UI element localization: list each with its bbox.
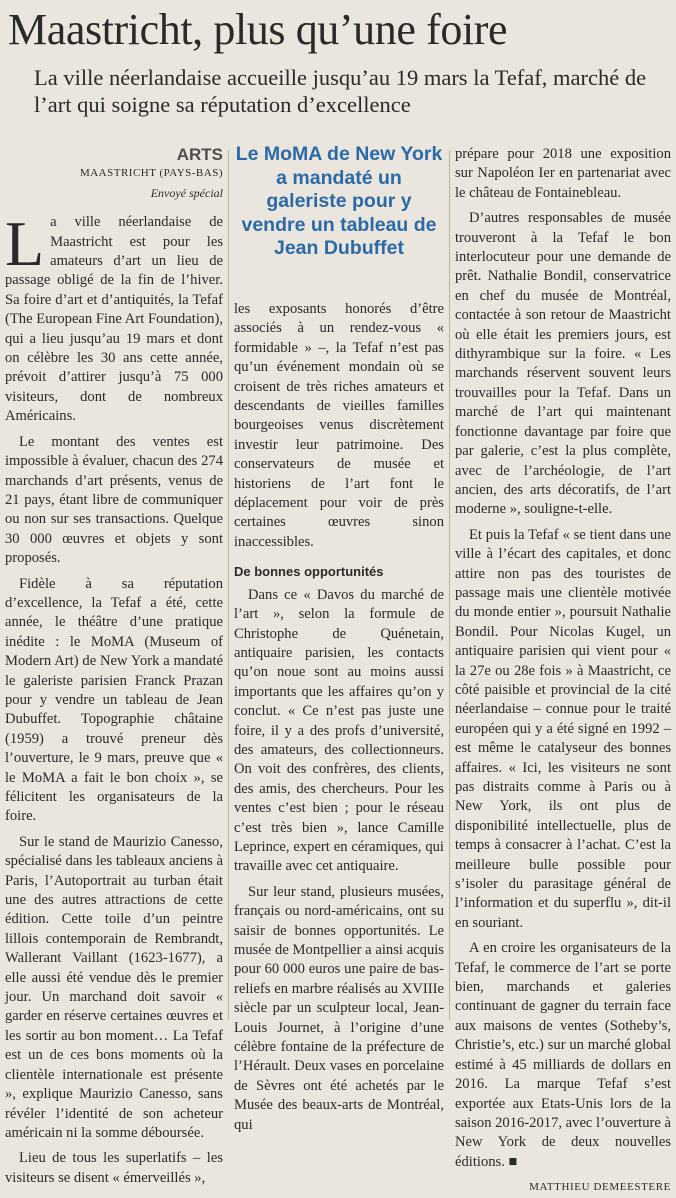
paragraph: La ville néerlandaise de Maastricht est pour les amateurs d’art un lieu de passage obligé de la fin de l’hiver. Sa foire d’art et d’antiquités, la Tefaf (The European Fine Art Foundation), qui a lieu jusqu’au 19 mars et dont on célèbre les 30 ans cette année, prévoit d’attirer jusqu’à 75 000 visiteurs, dont de nombreux Américains. — [5, 208, 223, 425]
dateline: MAASTRICHT (PAYS-BAS) — [79, 167, 223, 180]
rubric — [5, 145, 223, 203]
column-1 — [5, 145, 223, 1194]
headline: Maastricht, plus qu’une foire — [8, 5, 508, 54]
paragraph: Fidèle à sa réputation d’excellence, la Tefaf a été, cette année, le théâtre d’une pratique inédite : le MoMA (Museum of Modern Art) de New York a mandaté le galeriste parisien Franck Prazan pour y vendre un tableau de Jean Dubuffet. Topographie châtaine (1959) a trouvé preneur dès l’ouverture, le 9 mars, preuve que « le MoMA a fait le bon choix », se félicitent les organisateurs de la foire. — [5, 575, 223, 825]
drop-cap: L — [5, 208, 45, 280]
paragraph: Dans ce « Davos du marché de l’art », selon la formule de Christophe de Quénetain, antiquaire parisien, les contacts qu’on noue sont au moins aussi importants que les affaires qu’on y conclut. « Ce n’est pas juste une foire, il y a des profs d’université, des amateurs, des collectionneurs. On voit des confrères, des clients, des amis, des chercheurs. Pour les ventes c’est bien ; pour le réseau c’est très bien », lance Camille Leprince, expert en céramiques, qui travaille avec cet antiquaire. — [234, 586, 444, 875]
column-3 — [455, 145, 671, 1198]
paragraph: prépare pour 2018 une exposition sur Napoléon Ier en partenariat avec le château de Fontainebleau. — [455, 146, 671, 201]
paragraph: Sur le stand de Maurizio Canesso, spécialisé dans les tableaux anciens à Paris, l’Autoportrait au turban était une des autres attractions de cette édition. Cette toile d’un peintre lillois contemporain de Rembrandt, Wallerant Vaillant (1623-1677), a elle aussi été vendue dès le premier jour. Un marchand doit savoir « garder en réserve certaines œuvres et les sortir au bon moment… La Tefaf est un de ces bons moments où la clientèle internationale est présente », explique Maurizio Canesso, sans révéler l’identité de son acheteur américain ni la somme déboursée. — [5, 833, 223, 1141]
column-divider — [228, 150, 229, 1020]
column-2 — [234, 300, 444, 1141]
paragraph: Sur leur stand, plusieurs musées, français ou nord-américains, ont su saisir de bonnes opportunités. Le musée de Montpellier a ainsi acquis pour 60 000 euros une paire de bas-reliefs en marbre réalisés au XVIIIe siècle par un sculpteur local, Jean-Louis Journet, à l’origine d’une célèbre fontaine de la préfecture de l’Hérault. Deux vases en porcelaine de Sèvres ont été achetés par le Musée des beaux-arts de Montréal, qui — [234, 883, 444, 1133]
section-label: ARTS — [176, 145, 223, 164]
section-subheading: De bonnes opportunités — [234, 564, 384, 580]
subheadline: La ville néerlandaise accueille jusqu’au 19 mars la Tefaf, marché de l’art qui soigne sa réputation d’excellence — [34, 65, 647, 117]
pull-quote: Le MoMA de New York a mandaté un galeriste pour y vendre un tableau de Jean Dubuffet — [235, 143, 443, 259]
paragraph: Le montant des ventes est impossible à évaluer, chacun des 274 marchands d’art présents, venus de 21 pays, étant libre de communiquer ou non sur ses transactions. Quelque 30 000 œuvres et objets y sont proposés. — [5, 433, 223, 567]
paragraph: D’autres responsables de musée trouveront à la Tefaf le bon interlocuteur pour une demande de prêt. Nathalie Bondil, conservatrice en chef du musée de Montréal, contactée à son retour de Maastricht où elle était les premiers jours, est dithyrambique sur la foire. « Les marchands réservent souvent leurs trouvailles pour la Tefaf. Dans un marché de l’art qui maintenant fonctionne davantage par foire que par galerie, c’est la plus complète, avec de l’archéologie, de l’art ancien, des arts décoratifs, de l’art moderne », souligne-t-elle. — [455, 210, 671, 518]
column-divider — [449, 150, 450, 1020]
paragraph: les exposants honorés d’être associés à un rendez-vous « formidable » –, la Tefaf n’est pas qu’un événement mondain où se croisent de très riches amateurs et descendants de vieilles familles bourgeoises venus discrètement investir leur patrimoine. Des conservateurs de musée et historiens de l’art font le déplacement pour voir de près certaines œuvres sinon inaccessibles. — [234, 301, 444, 550]
paragraph: Et puis la Tefaf « se tient dans une ville à l’écart des capitales, et donc attire non pas des touristes de passage mais une clientèle motivée du monde entier », poursuit Nathalie Bondil. Pour Nicolas Kugel, un antiquaire parisien qui vient pour « la 27e ou 28e fois » à Maastricht, ce côté paisible et provincial de la cité néerlandaise – connue pour le traité européen qui y a été signé en 1992 – est même le catalyseur des bonnes affaires. « Ici, les visiteurs ne sont pas distraits comme à Paris ou à New York, ils ont plus de disponibilité intellectuelle, plus de temps à consacrer à l’achat. C’est la meilleure bulle possible pour s’isoler du parasitage général de l’information et du superflu », dit-il en souriant. — [455, 526, 671, 931]
paragraph: A en croire les organisateurs de la Tefaf, le commerce de l’art se porte bien, marchands et galeries continuant de gagner du terrain face aux maisons de ventes (Sotheby’s, Christie’s, etc.) sur un marché global estimé à 45 milliards de dollars en 2016. La marque Tefaf s’est exportée aux Etats-Unis lors de la saison 2016-2017, avec l’ouverture à New York de deux nouvelles éditions. ■ — [455, 940, 671, 1170]
byline: Envoyé spécial — [150, 185, 223, 200]
author-signature: MATTHIEU DEMEESTERE — [529, 1181, 671, 1194]
paragraph: Lieu de tous les superlatifs – les visiteurs se disent « émerveillés », — [5, 1150, 223, 1186]
